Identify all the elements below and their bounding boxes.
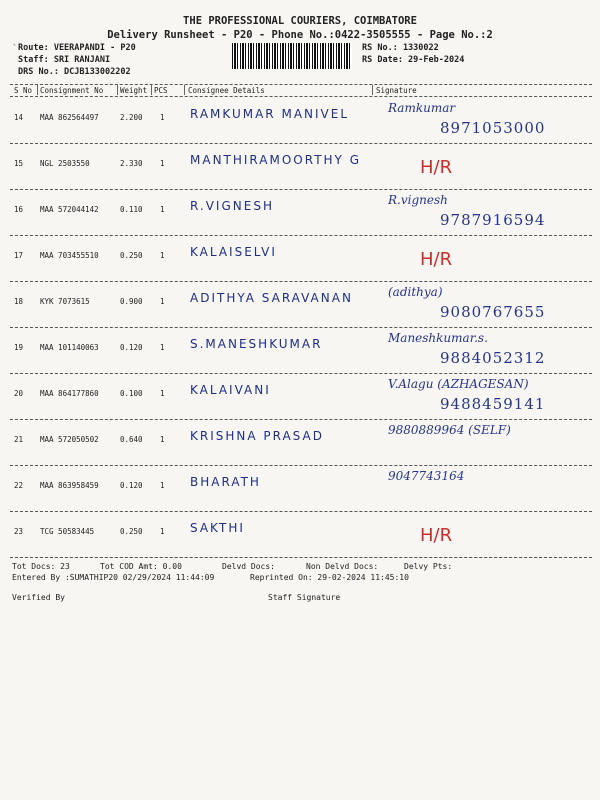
row-sno: 17: [14, 251, 24, 260]
row-weight: 0.100: [120, 389, 143, 398]
col-rule: [117, 85, 118, 95]
row-consignee: ADITHYA SARAVANAN: [190, 291, 353, 305]
table-row: [10, 373, 592, 423]
row-consignment: MAA 101140063: [40, 343, 99, 352]
row-hr-mark: H/R: [420, 525, 453, 546]
row-weight: 0.120: [120, 343, 143, 352]
table-row: [10, 419, 592, 469]
row-pcs: 1: [160, 481, 165, 490]
row-consignment: TCG 50583445: [40, 527, 95, 536]
staff-signature: Staff Signature: [268, 593, 341, 602]
reprinted-on: Reprinted On: 29-02-2024 11:45:10: [250, 573, 409, 582]
row-phone: 9884052312: [440, 349, 546, 367]
table-row: [10, 143, 592, 193]
row-consignee: RAMKUMAR MANIVEL: [190, 107, 350, 121]
table-row: [10, 235, 592, 285]
row-sno: 18: [14, 297, 24, 306]
row-sno: 14: [14, 113, 24, 122]
row-sno: 22: [14, 481, 24, 490]
row-consignee: S.MANESHKUMAR: [190, 337, 323, 351]
verified-by: Verified By: [12, 593, 65, 602]
divider: [10, 557, 592, 558]
row-signature: V.Alagu (AZHAGESAN): [388, 377, 529, 391]
row-consignee: SAKTHI: [190, 521, 245, 535]
row-weight: 0.640: [120, 435, 143, 444]
col-consignee: Consignee Details: [188, 86, 265, 95]
row-pcs: 1: [160, 297, 165, 306]
col-rule: [372, 85, 373, 95]
row-consignment: MAA 572044142: [40, 205, 99, 214]
row-phone: 9488459141: [440, 395, 546, 413]
col-signature: Signature: [376, 86, 417, 95]
col-rule: [151, 85, 152, 95]
row-consignment: NGL 2503550: [40, 159, 90, 168]
row-signature: 9047743164: [388, 469, 465, 483]
row-consignment: MAA 572050502: [40, 435, 99, 444]
staff: Staff: SRI RANJANI: [18, 55, 111, 65]
row-weight: 2.200: [120, 113, 143, 122]
row-consignee: KALAISELVI: [190, 245, 277, 259]
row-pcs: 1: [160, 205, 165, 214]
row-pcs: 1: [160, 527, 165, 536]
row-consignment: MAA 703455510: [40, 251, 99, 260]
row-pcs: 1: [160, 435, 165, 444]
row-consignment: MAA 864177860: [40, 389, 99, 398]
row-consignment: MAA 862564497: [40, 113, 99, 122]
non-delivered-docs: Non Delvd Docs:: [306, 562, 379, 571]
divider: [10, 84, 592, 85]
row-pcs: 1: [160, 389, 165, 398]
row-hr-mark: H/R: [420, 157, 453, 178]
entered-by: Entered By :SUMATHIP20 02/29/2024 11:44:09: [12, 573, 215, 582]
runsheet-title: Delivery Runsheet - P20 - Phone No.:0422-3505555 - Page No.:2: [107, 29, 493, 41]
row-pcs: 1: [160, 343, 165, 352]
row-sno: 23: [14, 527, 24, 536]
row-consignee: KALAIVANI: [190, 383, 271, 397]
barcode: [232, 43, 352, 69]
route: Route: VEERAPANDI - P20: [18, 43, 136, 53]
row-consignment: KYK 7073615: [40, 297, 90, 306]
row-signature: R.vignesh: [388, 193, 448, 207]
col-pcs: PCS: [154, 86, 168, 95]
row-sno: 21: [14, 435, 24, 444]
drs-number: DRS No.: DCJB133002202: [18, 67, 131, 77]
delivery-points: Delvy Pts:: [404, 562, 453, 571]
row-weight: 2.330: [120, 159, 143, 168]
row-sno: 20: [14, 389, 24, 398]
row-weight: 0.900: [120, 297, 143, 306]
row-sno: 19: [14, 343, 24, 352]
row-signature: (adithya): [388, 285, 443, 299]
table-row: [10, 281, 592, 331]
col-consignment: Consignment No: [40, 86, 104, 95]
row-consignment: MAA 863958459: [40, 481, 99, 490]
row-weight: 0.110: [120, 205, 143, 214]
row-consignee: MANTHIRAMOORTHY G: [190, 153, 361, 167]
table-row: [10, 465, 592, 515]
row-sno: 15: [14, 159, 24, 168]
row-consignee: KRISHNA PRASAD: [190, 429, 324, 443]
row-consignee: BHARATH: [190, 475, 261, 489]
rs-number: RS No.: 1330022: [362, 43, 439, 53]
row-phone: 9080767655: [440, 303, 546, 321]
corner-mark: `: [12, 44, 18, 54]
row-pcs: 1: [160, 251, 165, 260]
col-rule: [184, 85, 185, 95]
table-row: [10, 97, 592, 147]
delivered-docs: Delvd Docs:: [222, 562, 275, 571]
row-consignee: R.VIGNESH: [190, 199, 274, 213]
table-row: [10, 511, 592, 561]
row-signature: 9880889964 (SELF): [388, 423, 511, 437]
total-docs: Tot Docs: 23: [12, 562, 70, 571]
row-weight: 0.250: [120, 527, 143, 536]
table-row: [10, 189, 592, 239]
col-weight: Weight: [120, 86, 148, 95]
company-title: THE PROFESSIONAL COURIERS, COIMBATORE: [183, 15, 417, 27]
table-row: [10, 327, 592, 377]
col-rule: [37, 85, 38, 95]
col-sno: S No: [14, 86, 33, 95]
row-hr-mark: H/R: [420, 249, 453, 270]
row-pcs: 1: [160, 159, 165, 168]
row-signature: Maneshkumar.s.: [388, 331, 488, 345]
row-weight: 0.120: [120, 481, 143, 490]
rs-date: RS Date: 29-Feb-2024: [362, 55, 465, 65]
row-pcs: 1: [160, 113, 165, 122]
row-phone: 8971053000: [440, 119, 546, 137]
row-signature: Ramkumar: [388, 101, 456, 115]
total-cod: Tot COD Amt: 0.00: [100, 562, 182, 571]
row-weight: 0.250: [120, 251, 143, 260]
row-sno: 16: [14, 205, 24, 214]
row-phone: 9787916594: [440, 211, 546, 229]
